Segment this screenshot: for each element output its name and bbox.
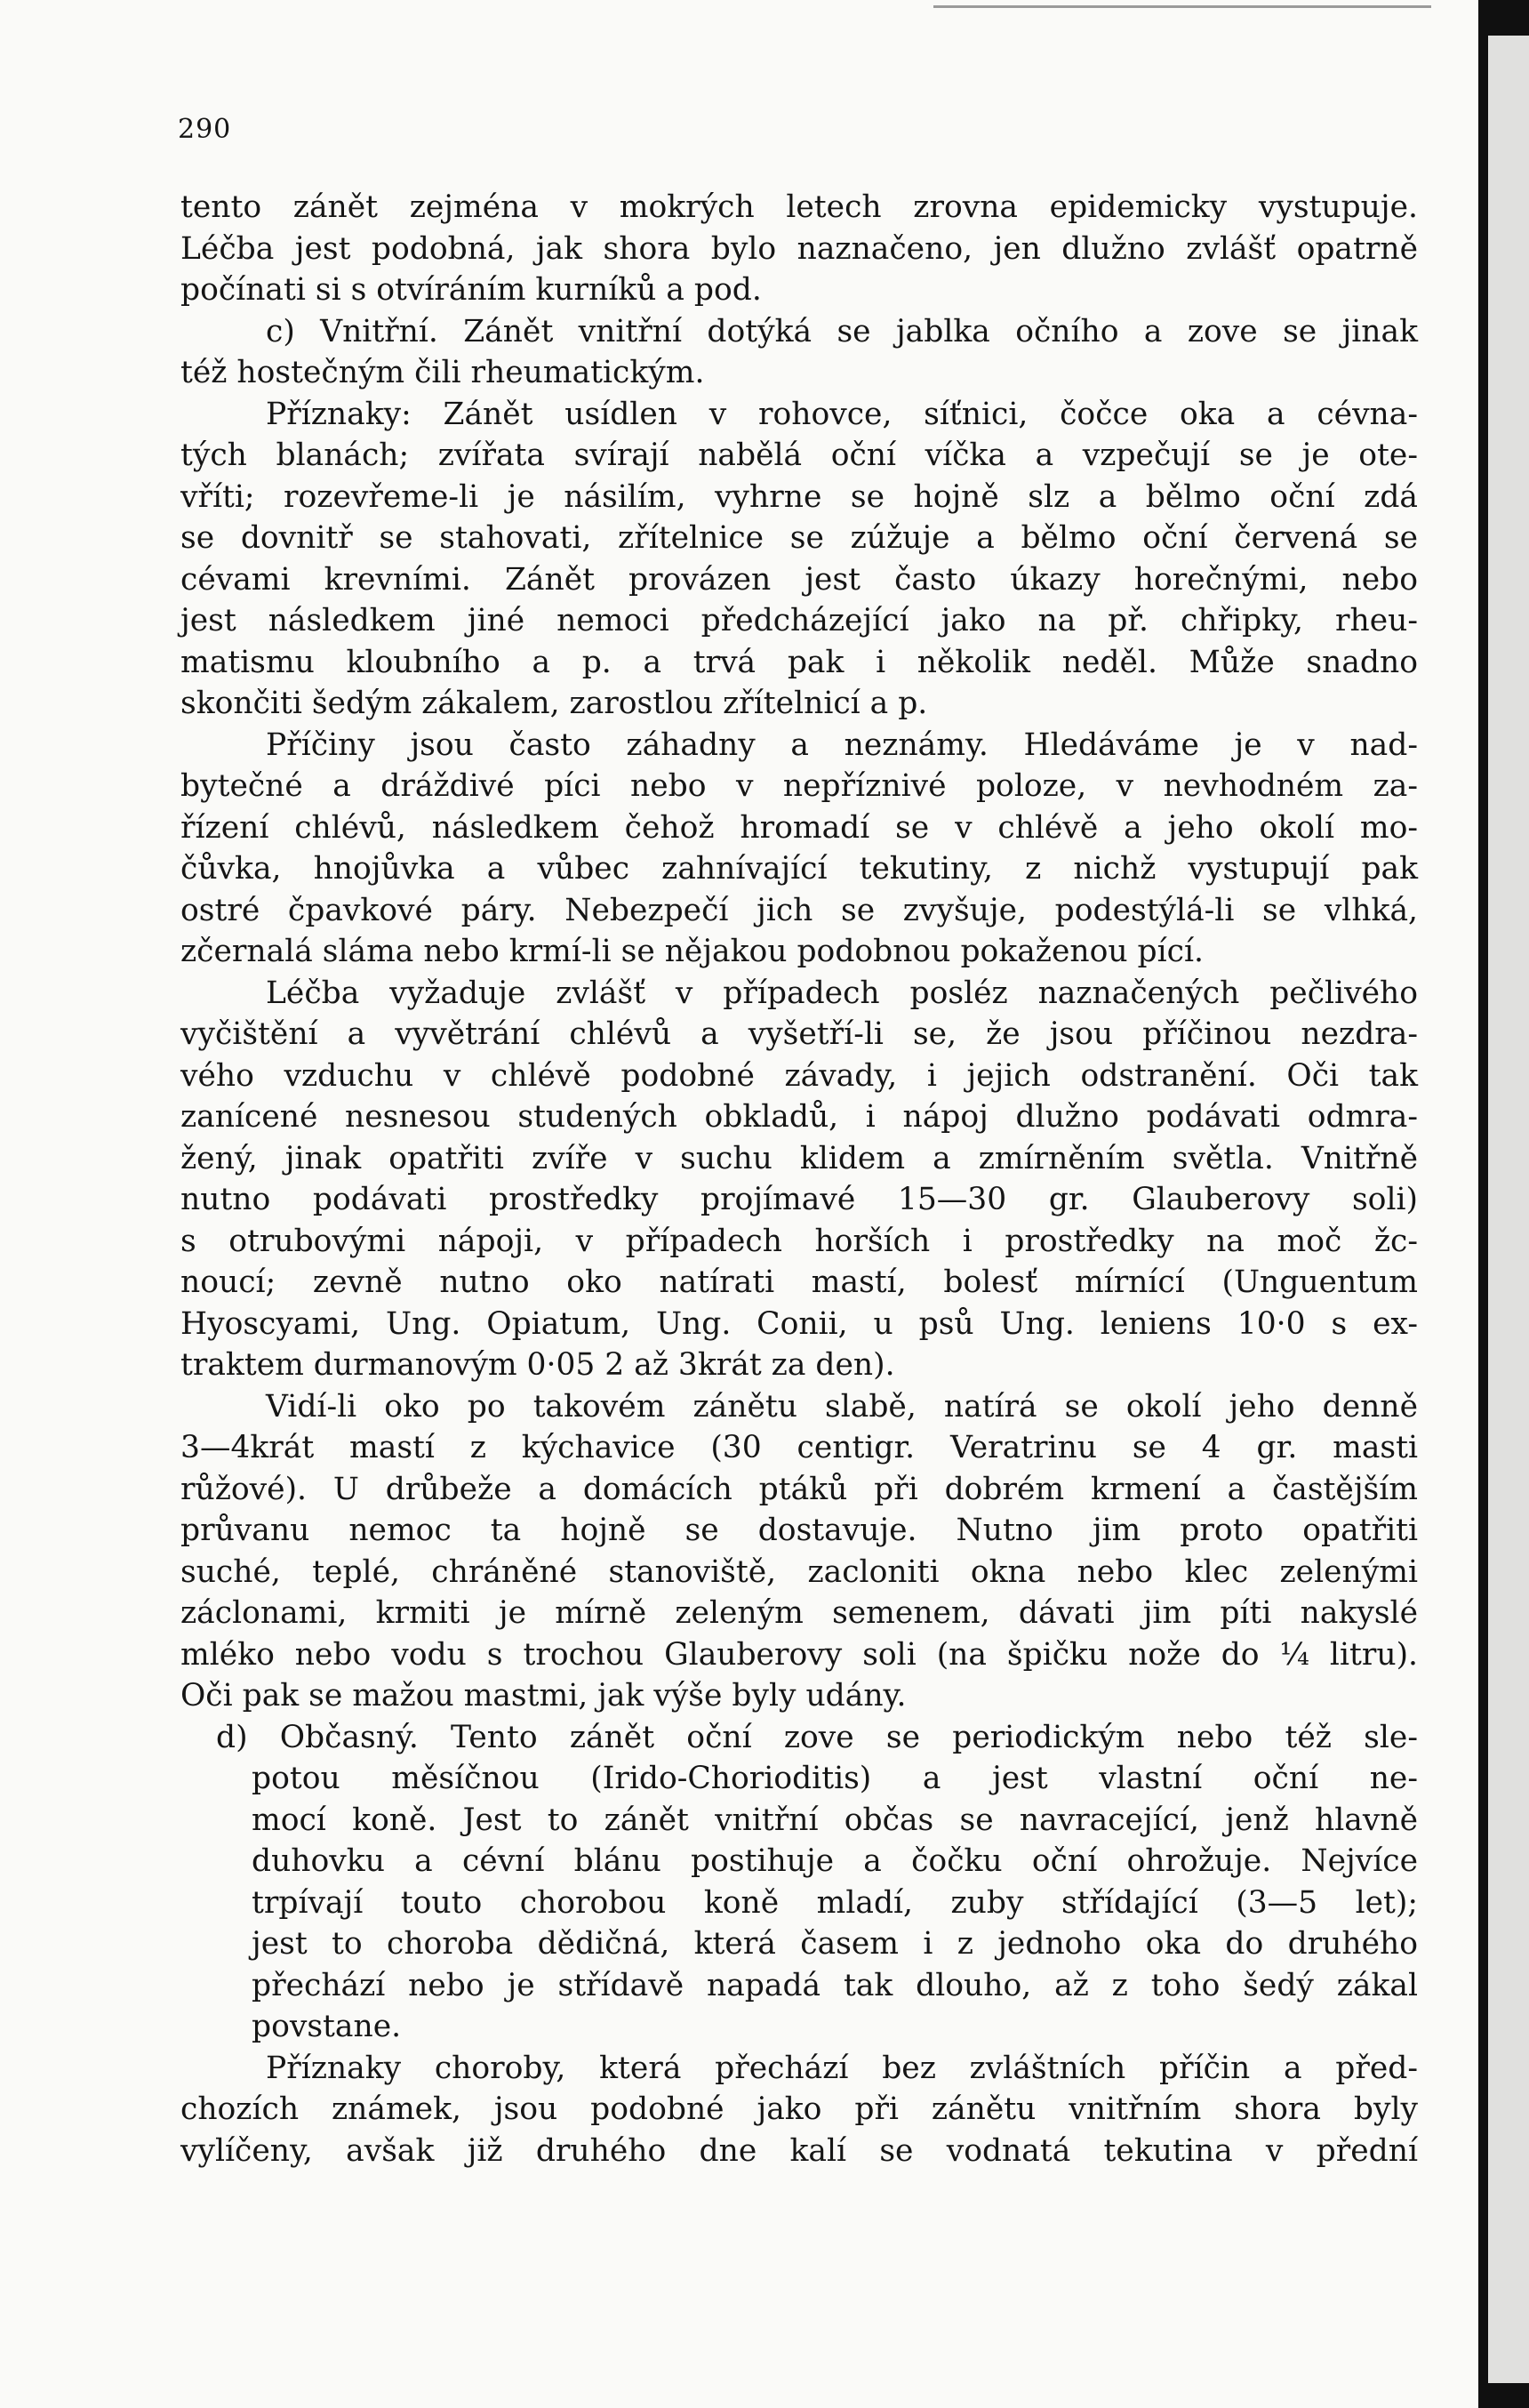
next-page-edge xyxy=(1488,36,1529,2383)
text-line: jest následkem jiné nemoci předcházející jako na př. chřipky, rheu- xyxy=(180,603,1418,638)
text-line: Oči pak se mažou mastmi, jak výše byly udány. xyxy=(180,1678,907,1714)
text-line: vříti; rozevřeme-li je násilím, vyhrne se hojně slz a bělmo oční zdá xyxy=(180,478,1418,515)
text-line: potou měsíčnou (Irido-Chorioditis) a jest vlastní oční ne- xyxy=(252,1761,1418,1796)
text-line: duhovku a cévní blánu postihuje a čočku oční ohrožuje. Nejvíce xyxy=(252,1843,1418,1879)
text-line: Léčba jest podobná, jak shora bylo naznačeno, jen dlužno zvlášť opatrně xyxy=(180,230,1418,267)
text-line: chozích známek, jsou podobné jako při zánětu vnitřním shora byly xyxy=(180,2091,1418,2127)
text-line: s otrubovými nápoji, v případech horších i prostředky na moč žc- xyxy=(180,1223,1418,1259)
text-line: vého vzduchu v chlévě podobné závady, i jejich odstranění. Oči tak xyxy=(180,1057,1418,1094)
top-edge-rule xyxy=(933,5,1431,8)
text-line: se dovnitř se stahovati, zřítelnice se zúžuje a bělmo oční červená se xyxy=(180,520,1418,556)
text-line: růžové). U drůbeže a domácích ptáků při dobrém krmení a častějším xyxy=(180,1471,1418,1507)
page-text xyxy=(180,187,1418,2171)
text-line: ostré čpavkové páry. Nebezpečí jich se zvyšuje, podestýlá-li se vlhká, xyxy=(180,892,1418,928)
paragraph-start-line: Příznaky: Zánět usídlen v rohovce, síťnici, čočce oka a cévna- xyxy=(266,396,1418,432)
text-line: traktem durmanovým 0·05 2 až 3krát za den). xyxy=(180,1347,895,1383)
text-line: průvanu nemoc ta hojně se dostavuje. Nutno jim proto opatřiti xyxy=(180,1513,1418,1548)
text-line: skončiti šedým zákalem, zarostlou zřítelnicí a p. xyxy=(180,686,928,721)
text-line: bytečné a dráždivé píci nebo v nepříznivé poloze, v nevhodném za- xyxy=(180,768,1418,804)
text-line: cévami krevními. Zánět provázen jest často úkazy horečnými, nebo xyxy=(180,561,1418,598)
paragraph-start-line: Vidí-li oko po takovém zánětu slabě, natírá se okolí jeho denně xyxy=(266,1388,1418,1425)
text-line: suché, teplé, chráněné stanoviště, zacloniti okna nebo klec zelenými xyxy=(180,1553,1418,1590)
text-line: zčernalá sláma nebo krmí-li se nějakou podobnou pokaženou pící. xyxy=(180,934,1204,969)
text-line: též hostečným čili rheumatickým. xyxy=(180,355,705,390)
text-line: mléko nebo vodu s trochou Glauberovy soli (na špičku nože do ¼ litru). xyxy=(180,1636,1418,1673)
text-line: záclonami, krmiti je mírně zeleným semenem, dávati jim píti nakyslé xyxy=(180,1595,1418,1631)
text-line: vyčištění a vyvětrání chlévů a vyšetří-li se, že jsou příčinou nezdra- xyxy=(180,1016,1418,1052)
paragraph-start-line: Léčba vyžaduje zvlášť v případech posléz naznačených pečlivého xyxy=(266,975,1418,1011)
page-number: 290 xyxy=(178,114,232,145)
text-line: tento zánět zejména v mokrých letech zrovna epidemicky vystupuje. xyxy=(180,189,1418,225)
text-line: zanícené nesnesou studených obkladů, i nápoj dlužno podávati odmra- xyxy=(180,1099,1418,1135)
text-line: 3—4krát mastí z kýchavice (30 centigr. Veratrinu se 4 gr. masti xyxy=(180,1430,1418,1465)
text-line: Hyoscyami, Ung. Opiatum, Ung. Conii, u psů Ung. leniens 10·0 s ex- xyxy=(180,1305,1418,1342)
paragraph-start-line: Příznaky choroby, která přechází bez zvláštních příčin a před- xyxy=(266,2050,1418,2086)
text-line: nutno podávati prostředky projímavé 15—30 gr. Glauberovy soli) xyxy=(180,1182,1418,1217)
text-line: přechází nebo je střídavě napadá tak dlouho, až z toho šedý zákal xyxy=(252,1967,1418,2003)
text-line: matismu kloubního a p. a trvá pak i několik neděl. Může snadno xyxy=(180,644,1418,680)
text-line: žený, jinak opatřiti zvíře v suchu klidem a zmírněním světla. Vnitřně xyxy=(180,1140,1418,1176)
text-line: tých blanách; zvířata svírají nabělá oční víčka a vzpečují se je ote- xyxy=(180,437,1418,473)
text-line: povstane. xyxy=(252,2009,402,2044)
paragraph-start-line: Příčiny jsou často záhadny a neznámy. Hledáváme je v nad- xyxy=(266,726,1418,763)
text-line: jest to choroba dědičná, která časem i z jednoho oka do druhého xyxy=(252,1926,1418,1962)
text-line: mocí koně. Jest to zánět vnitřní občas se navracející, jenž hlavně xyxy=(252,1802,1418,1838)
text-line: vylíčeny, avšak již druhého dne kalí se vodnatá tekutina v přední xyxy=(180,2132,1418,2169)
text-line: řízení chlévů, následkem čehož hromadí se v chlévě a jeho okolí mo- xyxy=(180,809,1418,846)
section-heading-line: c) Vnitřní. Zánět vnitřní dotýká se jablka očního a zove se jinak xyxy=(266,313,1418,349)
text-line: počínati si s otvíráním kurníků a pod. xyxy=(180,272,762,308)
text-line: trpívají touto chorobou koně mladí, zuby střídající (3—5 let); xyxy=(252,1884,1418,1921)
section-heading-line: d) Občasný. Tento zánět oční zove se periodickým nebo též sle- xyxy=(216,1719,1418,1755)
text-line: čůvka, hnojůvka a vůbec zahnívající tekutiny, z nichž vystupují pak xyxy=(180,851,1418,887)
text-line: noucí; zevně nutno oko natírati mastí, bolesť mírnící (Unguentum xyxy=(180,1264,1418,1300)
